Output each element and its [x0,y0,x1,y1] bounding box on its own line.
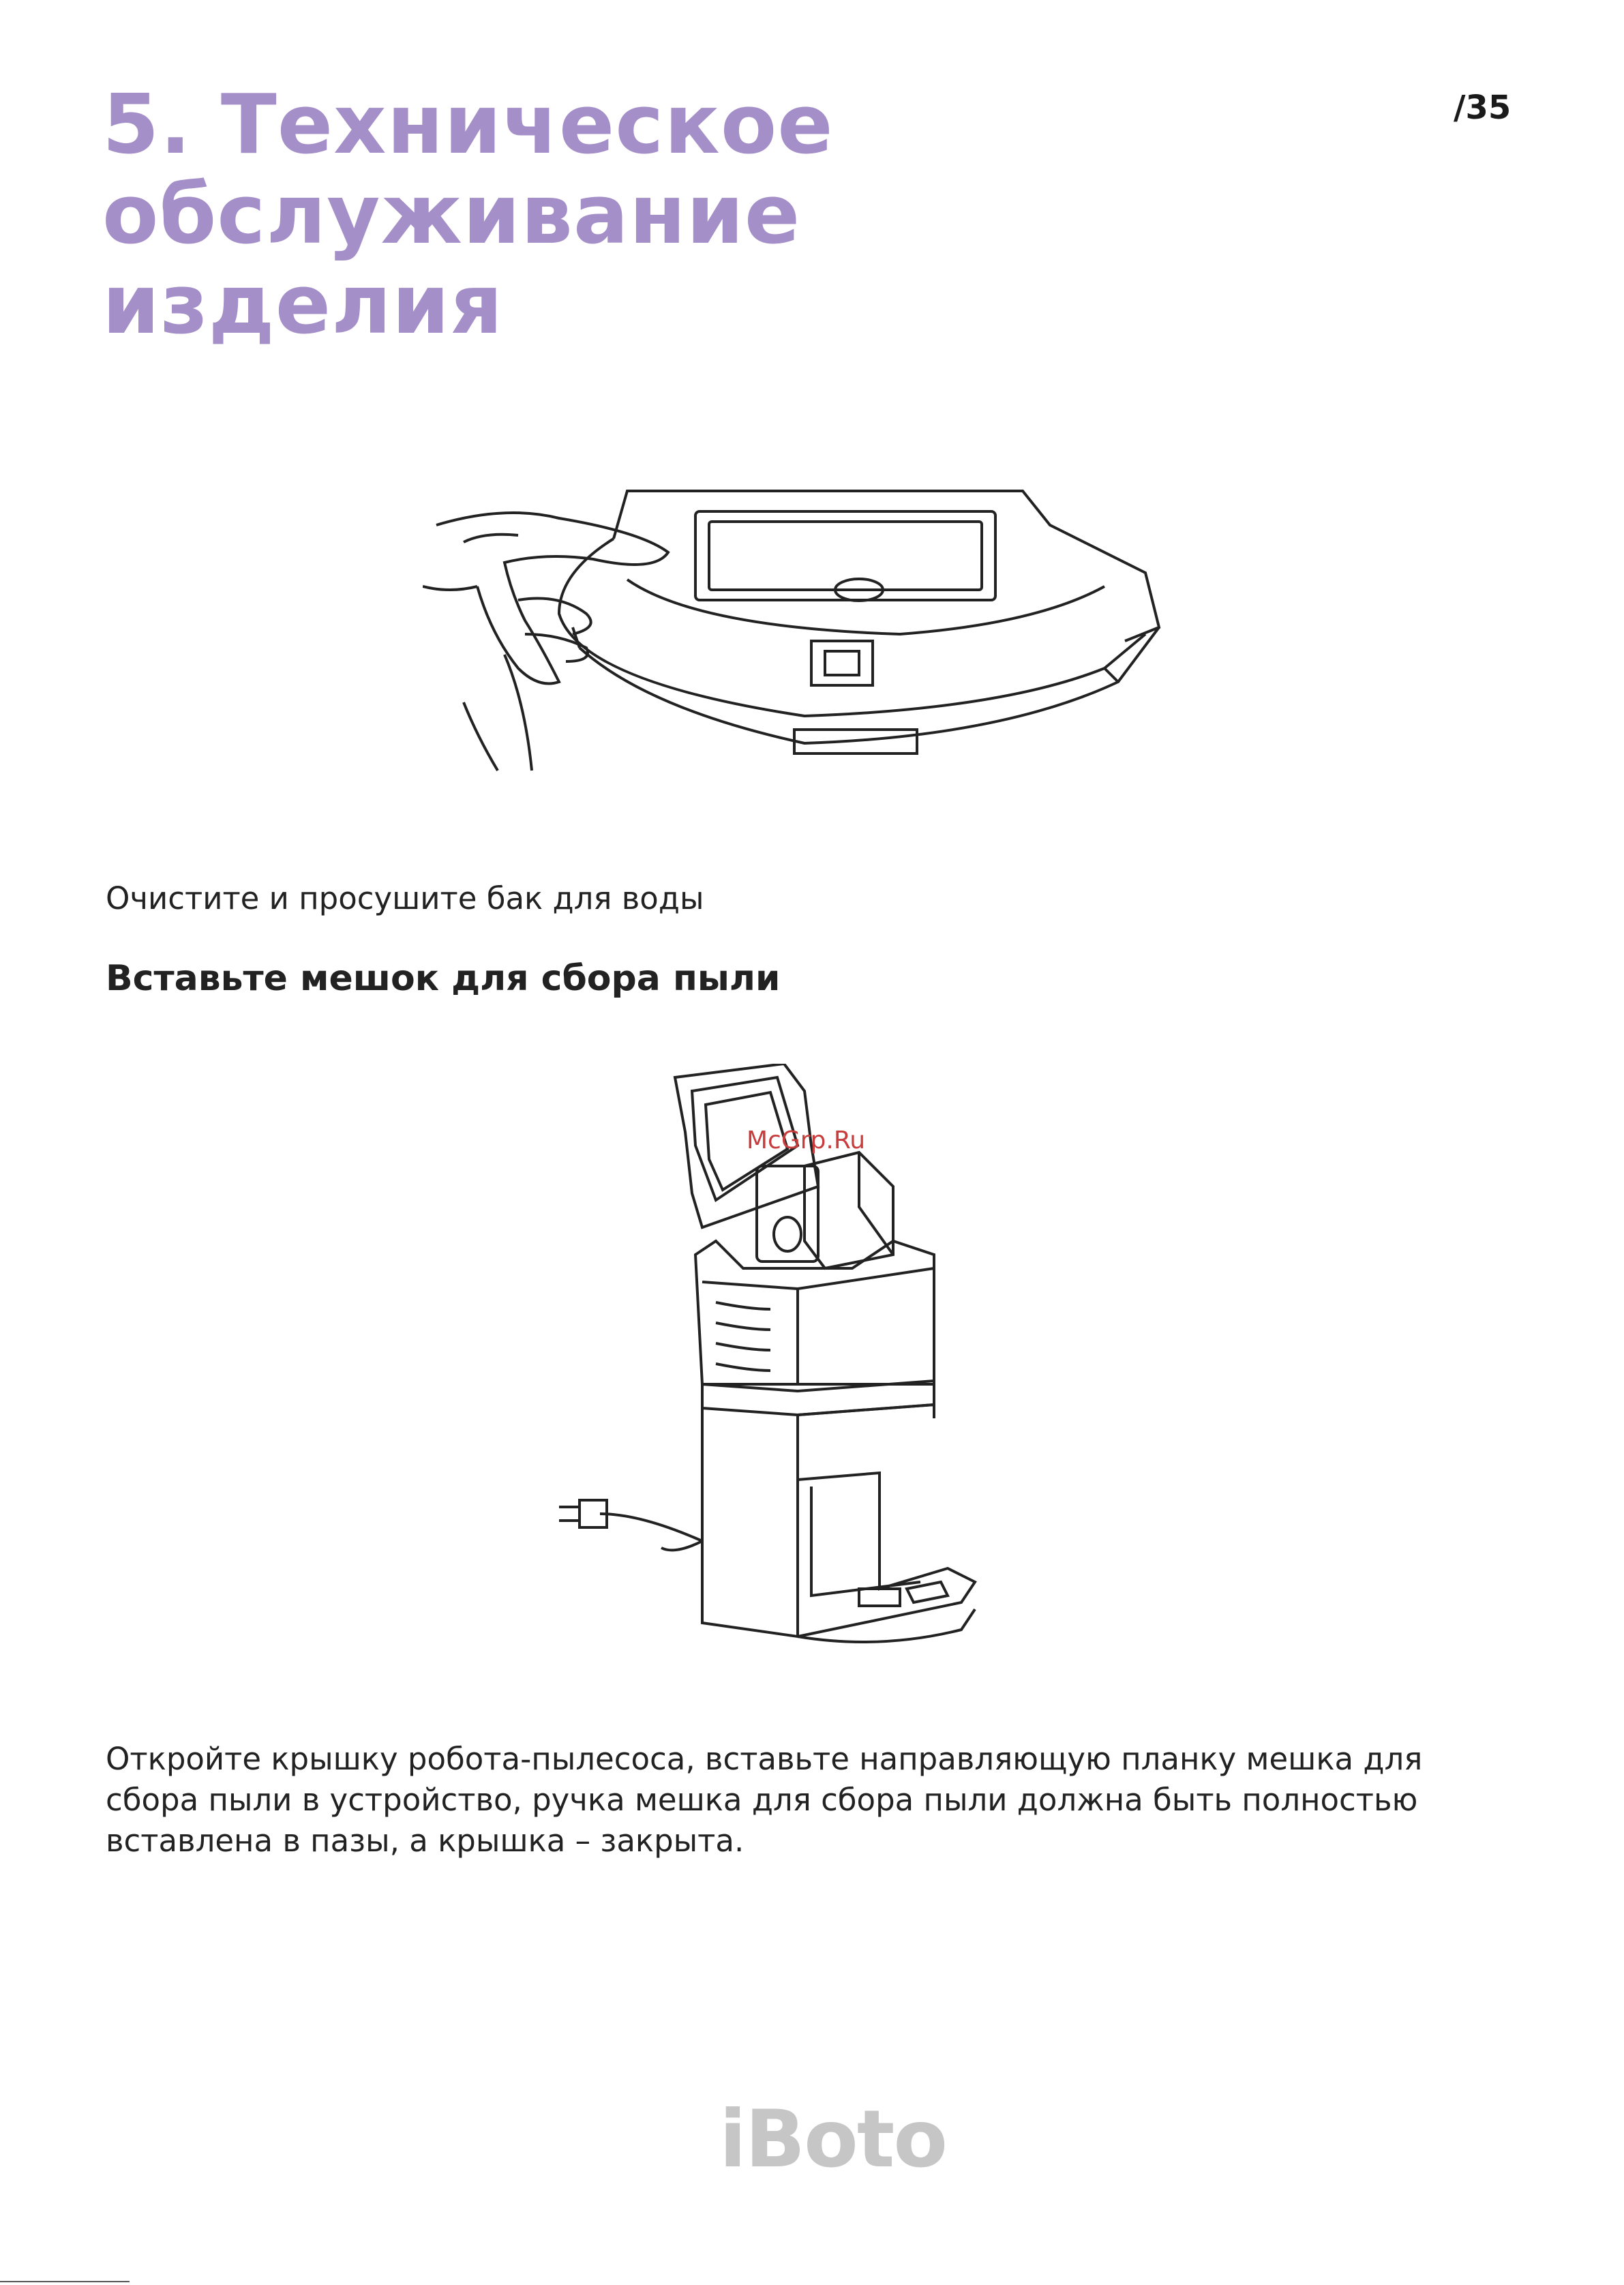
paragraph-line: сбора пыли в устройство, ручка мешка для сбора пыли должна быть полностью [106,1782,1418,1818]
dust-station-bag-illustration [539,1064,1050,1691]
section-heading-insert-bag: Вставьте мешок для сбора пыли [106,958,781,999]
paragraph-line: Откройте крышку робота-пылесоса, вставьте направляющую планку мешка для [106,1741,1423,1777]
water-tank-removal-illustration [423,477,1227,777]
bottom-divider [0,2281,130,2282]
iboto-logo [719,2093,947,2209]
page-number: /35 [1454,89,1512,127]
watermark-text: McGrp.Ru [747,1126,866,1154]
caption-clean-tank: Очистите и просушите бак для воды [106,880,704,916]
page-title-line-2: изделия [102,258,504,353]
instruction-paragraph [106,1739,1544,1862]
page-title [102,78,1398,353]
logo-text: iBoto [719,2093,947,2185]
paragraph-line: вставлена в пазы, а крышка – закрыта. [106,1823,745,1859]
page-title-line-1: 5. Техническое обслуживание [102,78,834,263]
